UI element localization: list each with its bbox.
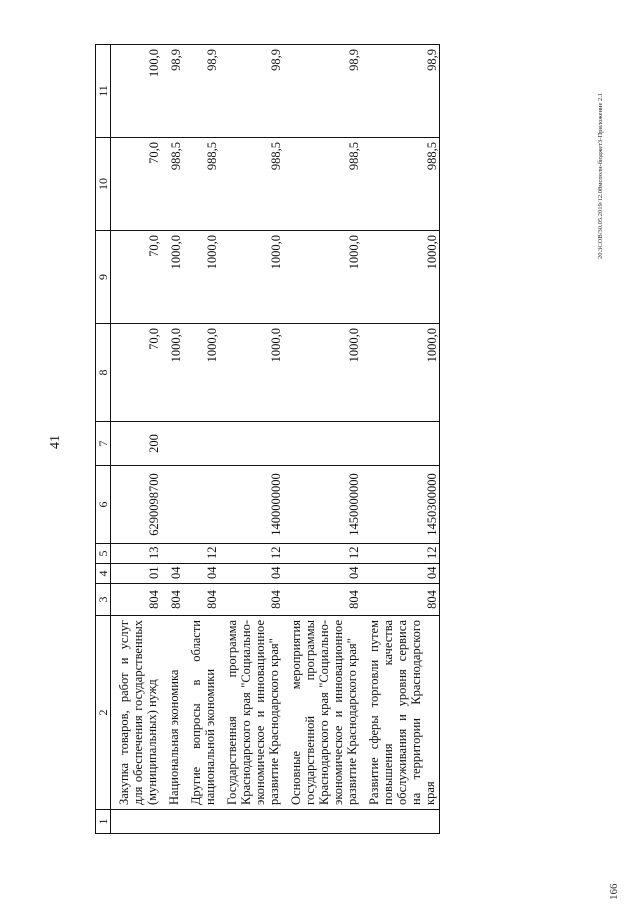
- cell-col9: 1000,0: [283, 231, 361, 324]
- cell-col9: 70,0: [111, 231, 162, 324]
- cell-num: [183, 810, 219, 834]
- page-number: 41: [48, 435, 63, 449]
- cell-csr: 6290098700: [111, 466, 162, 544]
- sheet-number: 166: [608, 883, 620, 900]
- cell-csr: 1400000000: [219, 466, 283, 544]
- cell-csr: 1450000000: [283, 466, 361, 544]
- cell-num: [283, 810, 361, 834]
- cell-csr: [183, 466, 219, 544]
- table-header-cell: 4: [96, 564, 111, 584]
- table-row: [361, 45, 440, 834]
- cell-col9: 1000,0: [361, 231, 440, 324]
- cell-col8: 1000,0: [283, 324, 361, 422]
- cell-pr: 12: [283, 544, 361, 564]
- table-row: [161, 45, 183, 834]
- cell-pr: [161, 544, 183, 564]
- cell-col11: 98,9: [161, 45, 183, 138]
- cell-ved: 804: [183, 584, 219, 616]
- cell-name: Другие вопросы в области национальной экономики: [183, 616, 219, 810]
- cell-csr: 1450300000: [361, 466, 440, 544]
- table-header-cell: 8: [96, 324, 111, 422]
- cell-vr: 200: [111, 422, 162, 466]
- cell-num: [219, 810, 283, 834]
- cell-ved: 804: [219, 584, 283, 616]
- cell-col8: 1000,0: [183, 324, 219, 422]
- table-row: [111, 45, 162, 834]
- cell-col8: 70,0: [111, 324, 162, 422]
- cell-num: [111, 810, 162, 834]
- cell-rz: 04: [161, 564, 183, 584]
- cell-name: Развитие сферы торговли путем повышения качества обслуживания и уровня сервиса на территории Краснодарского края: [361, 616, 440, 810]
- table-row: [283, 45, 361, 834]
- cell-rz: 04: [219, 564, 283, 584]
- cell-ved: 804: [111, 584, 162, 616]
- cell-col11: 98,9: [361, 45, 440, 138]
- table-row: [219, 45, 283, 834]
- cell-col11: 100,0: [111, 45, 162, 138]
- cell-col10: 70,0: [111, 138, 162, 231]
- cell-col11: 98,9: [283, 45, 361, 138]
- table-header-cell: 9: [96, 231, 111, 324]
- cell-col8: 1000,0: [219, 324, 283, 422]
- table-header-cell: 11: [96, 45, 111, 138]
- document-reference: 20.3СОВ/30.05.2019/12.08мсполн-бюджет3-Приложение 2.1: [597, 92, 604, 259]
- cell-vr: [161, 422, 183, 466]
- cell-col9: 1000,0: [183, 231, 219, 324]
- cell-rz: 04: [183, 564, 219, 584]
- cell-name: Национальная экономика: [161, 616, 183, 810]
- cell-ved: 804: [283, 584, 361, 616]
- cell-col9: 1000,0: [219, 231, 283, 324]
- cell-csr: [161, 466, 183, 544]
- table-header-cell: 2: [96, 616, 111, 810]
- cell-col9: 1000,0: [161, 231, 183, 324]
- cell-col8: 1000,0: [361, 324, 440, 422]
- cell-col10: 988,5: [161, 138, 183, 231]
- cell-rz: 04: [283, 564, 361, 584]
- cell-pr: 13: [111, 544, 162, 564]
- table-header-cell: 7: [96, 422, 111, 466]
- cell-rz: 01: [111, 564, 162, 584]
- budget-table: [95, 44, 440, 834]
- table-header-cell: 10: [96, 138, 111, 231]
- table-header-cell: 1: [96, 810, 111, 834]
- table-header-cell: 3: [96, 584, 111, 616]
- table-header-cell: 5: [96, 544, 111, 564]
- cell-col10: 988,5: [183, 138, 219, 231]
- cell-pr: 12: [219, 544, 283, 564]
- cell-pr: 12: [183, 544, 219, 564]
- cell-ved: 804: [361, 584, 440, 616]
- cell-col10: 988,5: [361, 138, 440, 231]
- cell-vr: [219, 422, 283, 466]
- cell-name: Основные мероприятия государственной программы Краснодарского края "Социально-экономическое и инновационное развитие Краснодарского края": [283, 616, 361, 810]
- cell-col11: 98,9: [219, 45, 283, 138]
- table-header-cell: 6: [96, 466, 111, 544]
- cell-pr: 12: [361, 544, 440, 564]
- cell-num: [361, 810, 440, 834]
- cell-col10: 988,5: [283, 138, 361, 231]
- cell-name: Закупка товаров, работ и услуг для обеспечения государственных (муниципальных) нужд: [111, 616, 162, 810]
- cell-col10: 988,5: [219, 138, 283, 231]
- cell-num: [161, 810, 183, 834]
- cell-rz: 04: [361, 564, 440, 584]
- cell-col11: 98,9: [183, 45, 219, 138]
- cell-name: Государственная программа Краснодарского края "Социально-экономическое и инновационное развитие Краснодарского края": [219, 616, 283, 810]
- table-row: [183, 45, 219, 834]
- cell-vr: [283, 422, 361, 466]
- cell-vr: [361, 422, 440, 466]
- cell-col8: 1000,0: [161, 324, 183, 422]
- cell-ved: 804: [161, 584, 183, 616]
- table-header-row: [96, 45, 111, 834]
- cell-vr: [183, 422, 219, 466]
